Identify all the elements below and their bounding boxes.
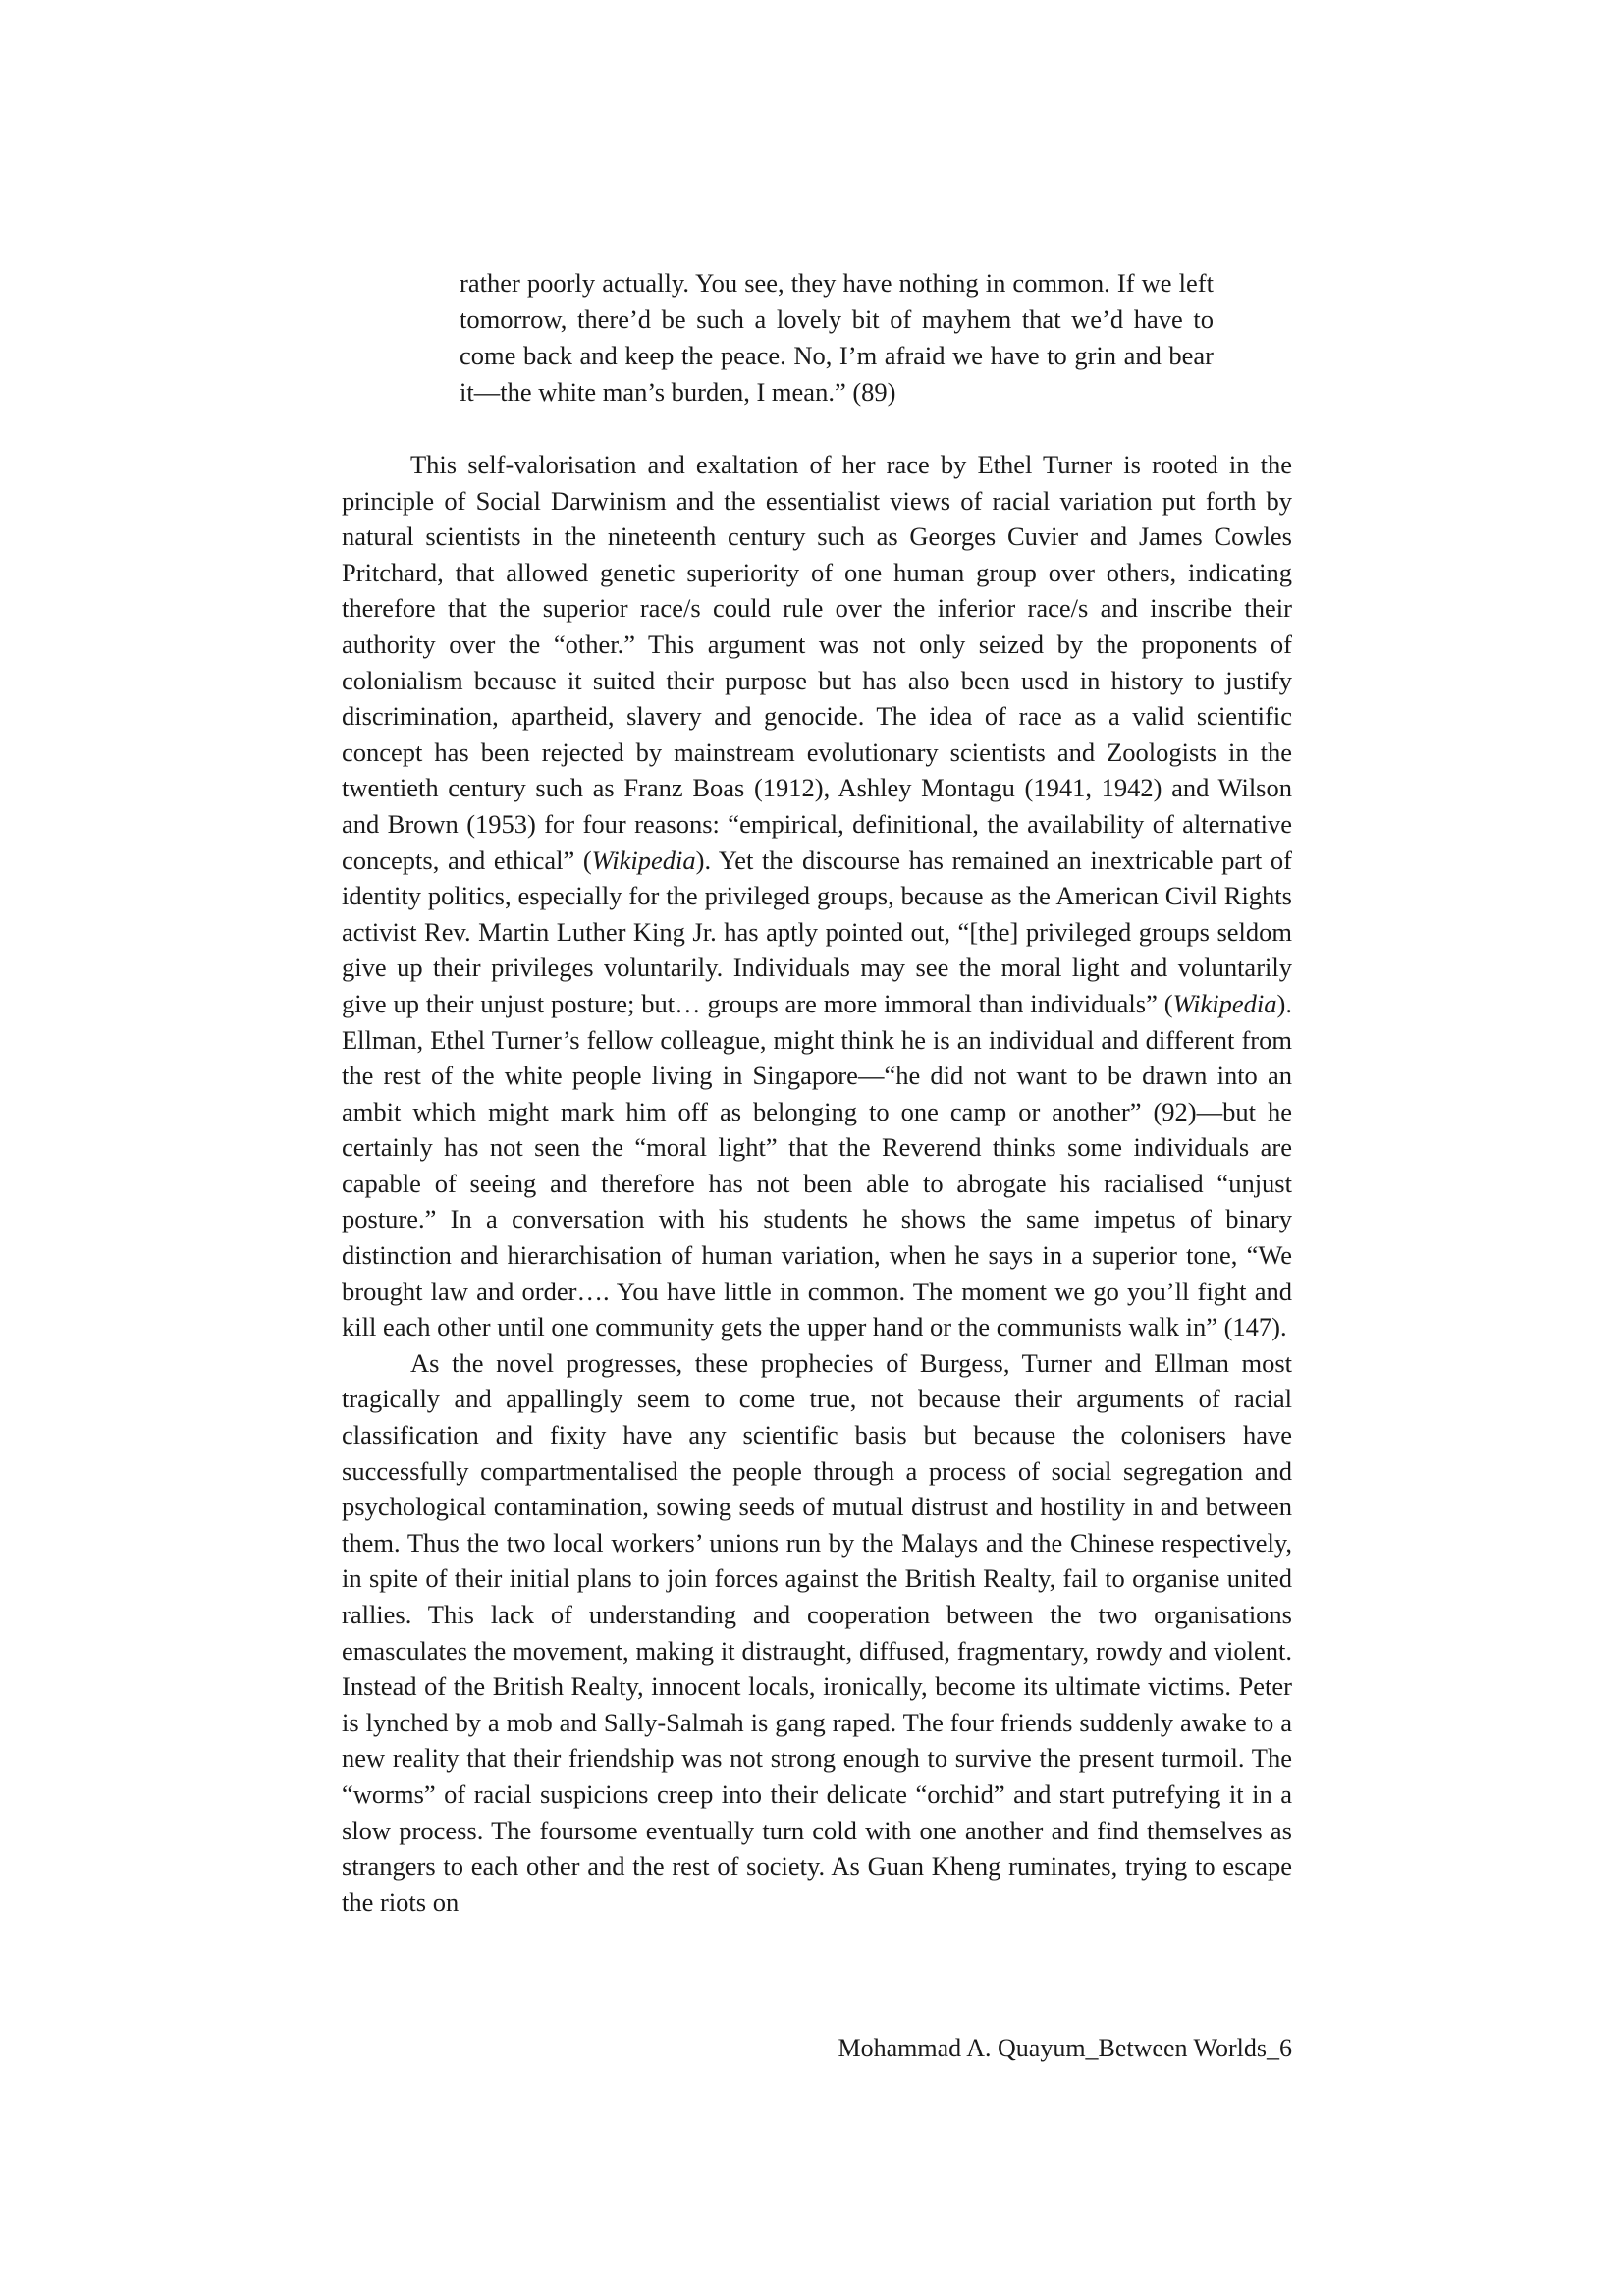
paragraph-2: As the novel progresses, these prophecies of Burgess, Turner and Ellman most tragically and appallingly seem to come true, not because their arguments of racial classification and fixity have any scientific basis but because the colonisers have successfully compartmentalised the people through a process of social segregation and psychological contamination, sowing seeds of mutual distrust and hostility in and between them. Thus the two local workers’ unions run by the Malays and the Chinese respectively, in spite of their initial plans to join forces against the British Realty, fail to organise united rallies. This lack of understanding and cooperation between the two organisations emasculates the movement, making it distraught, diffused, fragmentary, rowdy and violent. Instead of the British Realty, innocent locals, ironically, become its ultimate victims. Peter is lynched by a mob and Sally-Salmah is gang raped. The four friends suddenly awake to a new reality that their friendship was not strong enough to survive the present turmoil. The “worms” of racial suspicions creep into their delicate “orchid” and start putrefying it in a slow process. The foursome eventually turn cold with one another and find themselves as strangers to each other and the rest of society. As Guan Kheng ruminates, trying to escape the riots on [342,1347,1292,1917]
paragraph-1-part-3: ). Ellman, Ethel Turner’s fellow colleague, might think he is an individual and different from the rest of the white people living in Singapore—“he did not want to be drawn into an ambit which might mark him off as belonging to one camp or another” (92)—but he certainly has not seen the “moral light” that the Reverend thinks some individuals are capable of seeing and therefore has not been able to abrogate his racialised “unjust posture.” In a conversation with his students he shows the same impetus of binary distinction and hierarchisation of human variation, when he says in a superior tone, “We brought law and order…. You have little in common. The moment we go you’ll fight and kill each other until one community gets the upper hand or the communists walk in” (147). [342,988,1292,1342]
paragraph-1-part-1: This self-valorisation and exaltation of her race by Ethel Turner is rooted in the principle of Social Darwinism and the essentialist views of racial variation put forth by natural scientists in the nineteenth century such as Georges Cuvier and James Cowles Pritchard, that allowed genetic superiority of one human group over others, indicating therefore that the superior race/s could rule over the inferior race/s and inscribe their authority over the “other.” This argument was not only seized by the proponents of colonialism because it suited their purpose but has also been used in history to justify discrimination, apartheid, slavery and genocide. The idea of race as a valid scientific concept has been rejected by mainstream evolutionary scientists and Zoologists in the twentieth century such as Franz Boas (1912), Ashley Montagu (1941, 1942) and Wilson and Brown (1953) for four reasons: “empirical, definitional, the availability of alternative concepts, and ethical” ( [342,450,1292,875]
block-quote [460,265,1214,410]
block-quote-text: rather poorly actually. You see, they have nothing in common. If we left tomorrow, there’d be such a lovely bit of mayhem that we’d have to come back and keep the peace. No, I’m afraid we have to grin and bear it—the white man’s burden, I mean.” (89) [460,268,1214,407]
paragraph-1-italic-2: Wikipedia [1172,988,1277,1018]
paragraph-1-italic-1: Wikipedia [591,845,696,875]
body-text [342,447,1292,1920]
paragraph-1 [342,447,1292,1345]
paragraph-1-part-2: ). Yet the discourse has remained an inextricable part of identity politics, especially for the privileged groups, because as the American Civil Rights activist Rev. Martin Luther King Jr. has aptly pointed out, “[the] privileged groups seldom give up their privileges voluntarily. Individuals may see the moral light and voluntarily give up their unjust posture; but… groups are more immoral than individuals” ( [342,845,1292,1018]
page-footer: Mohammad A. Quayum_Between Worlds_6 [838,2034,1292,2062]
